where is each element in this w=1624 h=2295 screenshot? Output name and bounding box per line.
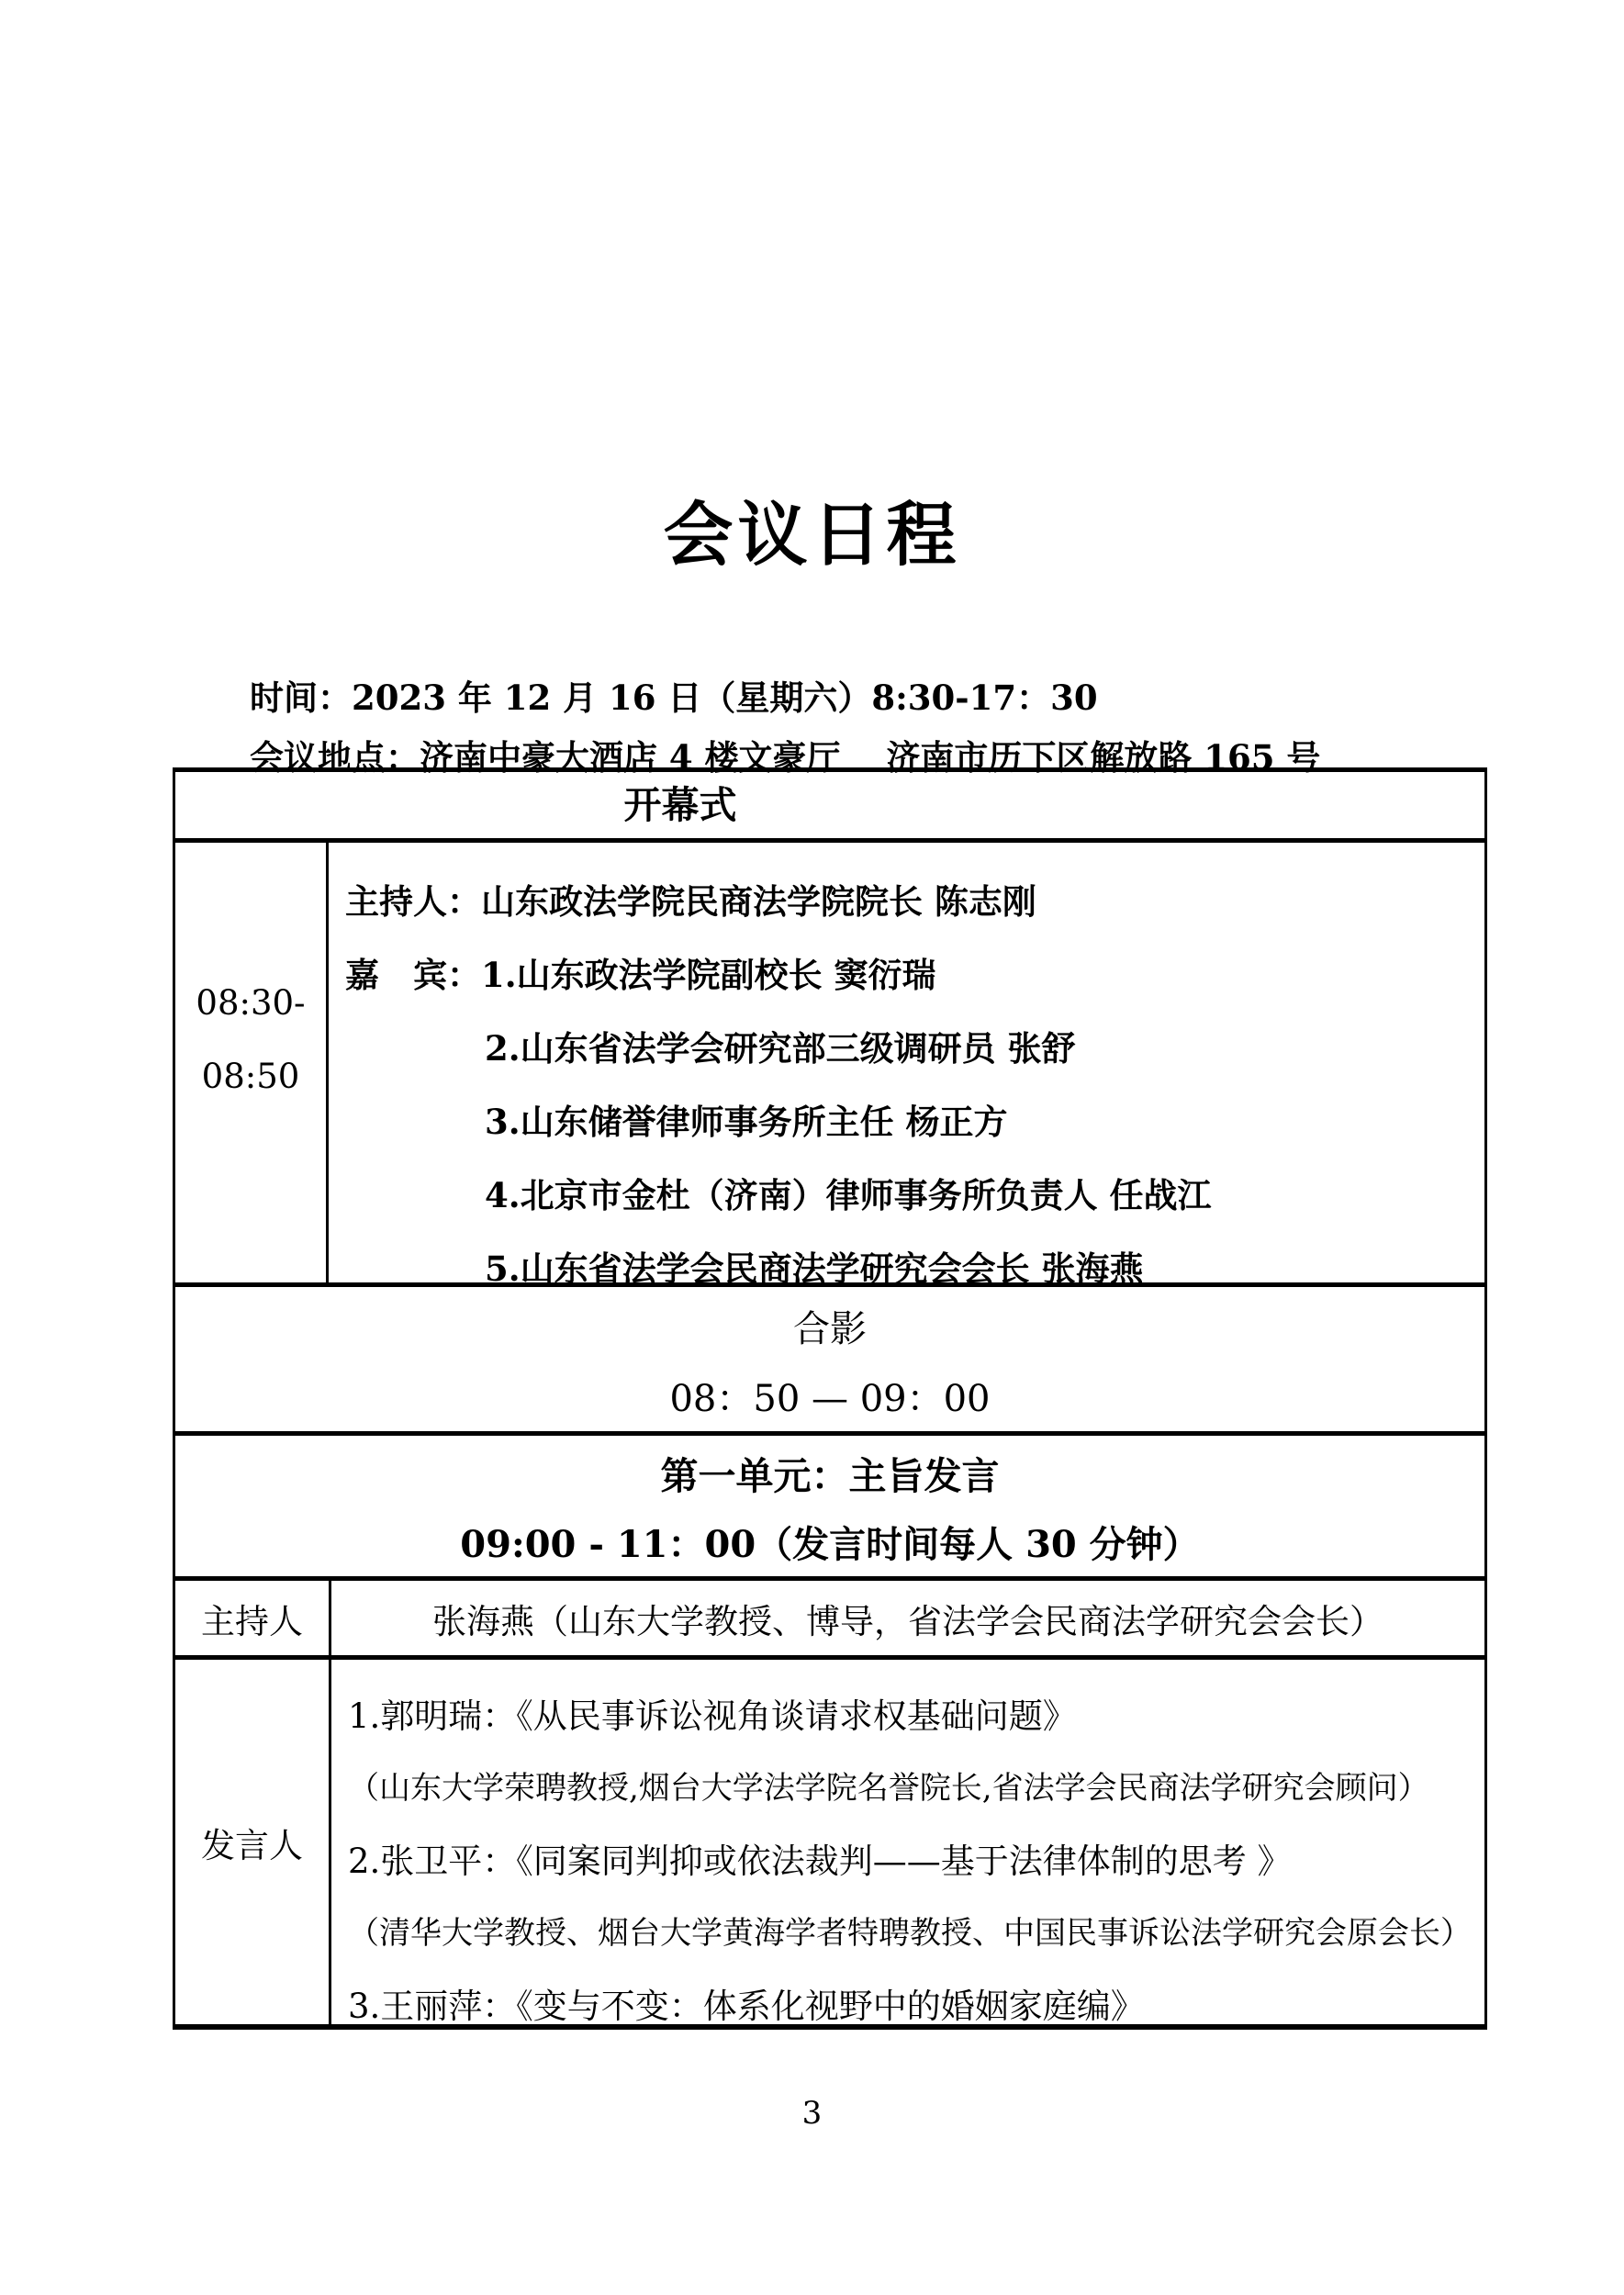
unit1-speakers-row: [175, 1655, 1484, 2024]
opening-guest-line: 嘉 宾：1.山东政法学院副校长 窦衍瑞: [345, 955, 936, 995]
page-number: 3: [801, 2095, 823, 2132]
meeting-time: 时间：2023 年 12 月 16 日（星期六）8:30-17：30: [250, 677, 1098, 718]
group-photo-time: 08：50 — 09：00: [669, 1378, 991, 1420]
opening-ceremony-header: 开幕式: [623, 783, 737, 827]
group-photo-title: 合影: [793, 1308, 867, 1350]
speakers-content-cell: [331, 1660, 1484, 2024]
host-name: 张海燕（山东大学教授、博导，省法学会民商法学研究会会长）: [432, 1601, 1383, 1641]
meeting-location: 会议地点：济南中豪大酒店 4 楼文豪厅 济南市历下区解放路 165 号: [250, 737, 1321, 778]
speakers-label: 发言人: [175, 1660, 331, 2024]
speaker-line: 3.王丽萍：《变与不变：体系化视野中的婚姻家庭编》: [348, 1987, 1145, 2026]
opening-time-cell: [175, 843, 329, 1282]
agenda-table: [173, 767, 1487, 2030]
unit1-title: 第一单元：主旨发言: [660, 1454, 1000, 1498]
speaker-affiliation-line: （清华大学教授、烟台大学黄海学者特聘教授、中国民事诉讼法学研究会原会长）: [348, 1915, 1472, 1952]
page-title: 会议日程: [663, 494, 961, 576]
unit1-time: 09:00 - 11：00（发言时间每人 30 分钟）: [460, 1523, 1200, 1566]
opening-content-cell: [329, 843, 1484, 1289]
unit1-header-row: [175, 1431, 1484, 1576]
speaker-line: 1.郭明瑞：《从民事诉讼视角谈请求权基础问题》: [348, 1696, 1077, 1736]
opening-guest-item: 5.山东省法学会民商法学研究会会长 张海燕: [485, 1248, 1144, 1289]
opening-guest-item: 4.北京市金杜（济南）律师事务所负责人 任战江: [485, 1175, 1212, 1215]
opening-time-start: 08:30-: [196, 982, 306, 1023]
opening-host-line: 主持人：山东政法学院民商法学院院长 陈志刚: [345, 881, 1036, 922]
host-label: 主持人: [175, 1581, 331, 1655]
unit1-host-row: [175, 1576, 1484, 1655]
speaker-line: 2.张卫平：《同案同判抑或依法裁判——基于法律体制的思考 》: [348, 1842, 1292, 1881]
opening-ceremony-row: [175, 838, 1484, 1289]
opening-time-end: 08:50: [201, 1056, 300, 1096]
opening-guest-item: 3.山东储誉律师事务所主任 杨正方: [485, 1102, 1008, 1142]
speaker-affiliation-line: （山东大学荣聘教授,烟台大学法学院名誉院长,省法学会民商法学研究会顾问）: [348, 1770, 1429, 1807]
opening-guest-item: 2.山东省法学会研究部三级调研员 张舒: [485, 1028, 1076, 1069]
